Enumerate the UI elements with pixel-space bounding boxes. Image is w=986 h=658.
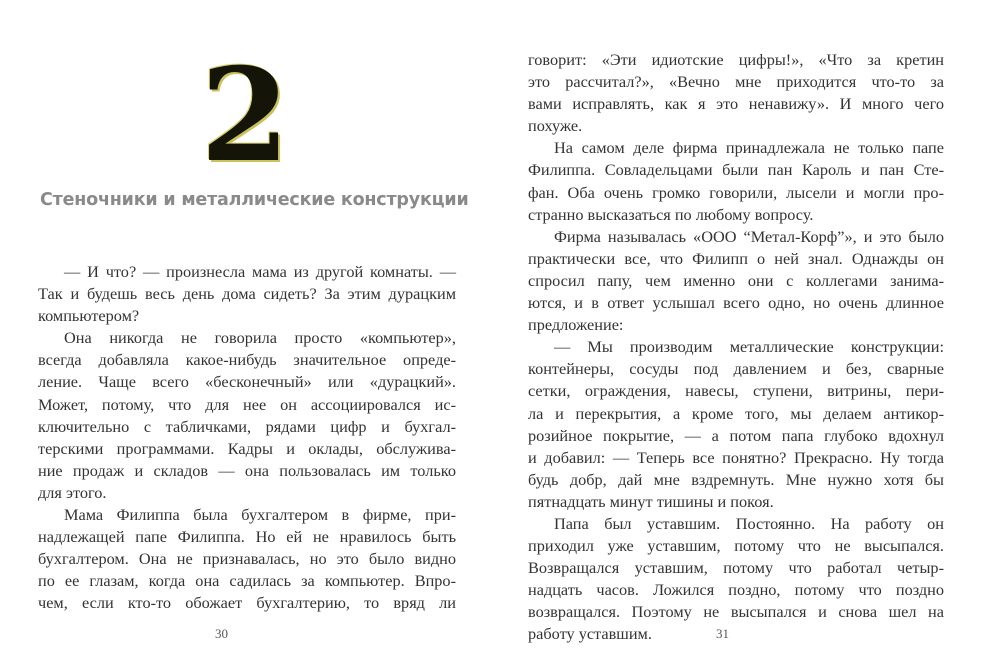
- text-line: ются, и в ответ услышал всего одно, но очень длинное: [528, 293, 944, 313]
- text-line: контейнеры, сосуды под давлением и без, сварные: [528, 359, 944, 379]
- text-line: спросил папу, чем именно они с коллегами занима-: [528, 270, 944, 290]
- text-line: похуже.: [528, 116, 583, 136]
- text-line: надцать часов. Ложился поздно, потому что поздно: [528, 580, 944, 600]
- page-number-right: 31: [716, 626, 729, 641]
- text-line: Папа был уставшим. Постоянно. На работу он: [554, 513, 944, 533]
- text-line: ние продаж и складов — она пользовалась им только: [38, 460, 456, 480]
- text-line: возвращался. Поэтому не высыпался и снова шел на: [528, 602, 944, 622]
- text-line: надлежащей папе Филиппа. Но ей не нравилось быть: [38, 527, 456, 547]
- text-line: фан. Оба очень громко говорили, лысели и могли про-: [528, 182, 944, 202]
- text-line: Мама Филиппа была бухгалтером в фирме, при-: [64, 505, 456, 525]
- text-line: странно высказаться по любому вопросу.: [528, 204, 814, 224]
- text-line: ла и перекрытия, а кроме того, мы делаем антикор-: [528, 403, 944, 423]
- left-page-body-text: [38, 261, 456, 615]
- text-line: Так и будешь весь день дома сидеть? За этим дурацким: [38, 284, 456, 304]
- text-line: сетки, ограждения, навесы, ступени, витрины, пери-: [528, 381, 944, 401]
- text-line: компьютером?: [38, 306, 140, 326]
- text-line: Она никогда не говорила просто «компьютер»,: [64, 328, 456, 348]
- right-page: [493, 0, 986, 658]
- text-line: На самом деле фирма принадлежала не только папе: [554, 138, 944, 158]
- text-line: розийное покрытие, — а потом папа глубоко вдохнул: [528, 425, 944, 445]
- text-line: терскими программами. Кадры и оклады, обслужива-: [38, 438, 456, 458]
- text-line: Фирма называлась «ООО “Метал-Корф”», и это было: [554, 226, 944, 246]
- text-line: всегда добавляла какое-нибудь значительное опреде-: [38, 350, 456, 370]
- text-line: работу уставшим.: [528, 624, 652, 644]
- text-line: говорит: «Эти идиотские цифры!», «Что за кретин: [528, 50, 944, 69]
- text-line: Филиппа. Совладельцами были пан Кароль и пан Сте-: [528, 160, 944, 180]
- text-line: по ее глазам, когда она садилась за компьютер. Впро-: [38, 571, 456, 591]
- text-line: пятнадцать минут тишины и покоя.: [528, 491, 774, 511]
- right-page-body-text: [528, 49, 944, 646]
- text-line: Может, потому, что для нее он ассоциировался ис-: [38, 394, 456, 414]
- text-line: приходил уже уставшим, потому что не высыпался.: [528, 536, 944, 556]
- text-line: ление. Чаще всего «бесконечный» или «дурацкий».: [38, 372, 456, 392]
- text-line: и добавил: — Теперь все понятно? Прекрасно. Ну тогда: [528, 447, 944, 467]
- text-line: практически все, что Филипп о ней знал. Однажды он: [528, 248, 944, 268]
- page-number-left: 30: [215, 626, 228, 641]
- text-line: чем, если кто-то обожает бухгалтерию, то вряд ли: [38, 593, 456, 613]
- text-line: — И что? — произнесла мама из другой комнаты. —: [64, 262, 456, 281]
- text-line: это рассчитал?», «Вечно мне приходится что-то за: [528, 72, 944, 92]
- chapter-number: 2: [200, 41, 290, 191]
- text-line: для этого.: [38, 482, 107, 502]
- text-line: предложение:: [528, 315, 624, 335]
- text-line: ключительно с табличками, рядами цифр и бухгал-: [38, 416, 456, 436]
- text-line: бухгалтером. Она не признавалась, но это было видно: [38, 549, 456, 569]
- text-line: будь добр, дай мне вздремнуть. Мне нужно хотя бы: [528, 469, 944, 489]
- text-line: вами исправлять, как я это ненавижу». И много чего: [528, 94, 944, 114]
- text-line: — Мы производим металлические конструкции:: [554, 337, 944, 357]
- chapter-title: Стеночники и металлические конструкции: [40, 190, 469, 210]
- text-line: Возвращался уставшим, потому что работал четыр-: [528, 558, 944, 578]
